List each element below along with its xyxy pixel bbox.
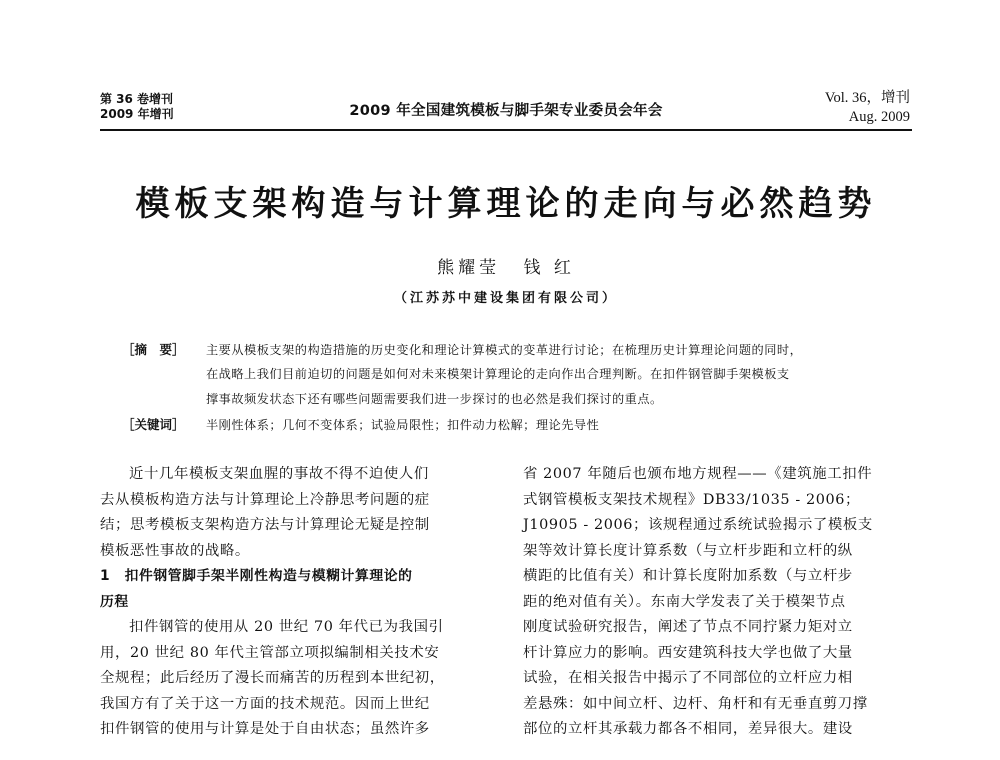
body-line: 模板恶性事故的战略。 <box>100 542 250 559</box>
body-column-left <box>100 462 490 743</box>
body-line: 省 2007 年随后也颁布地方规程——《建筑施工扣件 <box>523 466 873 482</box>
body-line: 结；思考模板支架构造方法与计算理论无疑是控制 <box>100 517 430 533</box>
body-line: 杆计算应力的影响。西安建筑科技大学也做了大量 <box>523 644 853 661</box>
author-1: 熊耀莹 <box>437 258 501 278</box>
body-line: 刚度试验研究报告，阐述了节点不同拧紧力矩对立 <box>523 619 853 635</box>
body-line: 扣件钢管的使用从 20 世纪 70 年代已为我国引 <box>129 619 444 635</box>
body-line: 架等效计算长度计算系数（与立杆步距和立杆的纵 <box>523 542 853 559</box>
body-line: J10905 - 2006；该规程通过系统试验揭示了模板支 <box>523 517 873 533</box>
body-line: 去从模板构造方法与计算理论上冷静思考问题的症 <box>100 491 430 508</box>
body-line: 近十几年模板支架血腥的事故不得不迫使人们 <box>129 466 429 482</box>
body-line: 我国方有了关于这一方面的技术规范。因而上世纪 <box>100 695 430 712</box>
journal-volume-info <box>100 92 174 122</box>
body-line: 横距的比值有关）和计算长度附加系数（与立杆步 <box>523 568 853 584</box>
abstract-line: 在战略上我们目前迫切的问题是如何对未来模架计算理论的走向作出合理判断。在扣件钢管脚手架模板支 <box>206 367 790 381</box>
section-heading: 1 扣件钢管脚手架半刚性构造与模糊计算理论的 <box>100 568 413 584</box>
section-heading: 历程 <box>100 593 129 610</box>
keywords-text: 半刚性体系；几何不变体系；试验局限性；扣件动力松解；理论先导性 <box>206 418 600 432</box>
abstract-line: 撑事故频发状态下还有哪些问题需要我们进一步探讨的也必然是我们探讨的重点。 <box>206 392 663 406</box>
date-line-en: Aug. 2009 <box>848 109 910 125</box>
body-line: 扣件钢管的使用与计算是处于自由状态；虽然许多 <box>100 721 430 737</box>
body-line: 式钢管模板支架技术规程》DB33/1035 - 2006； <box>523 491 861 508</box>
body-line: 全规程；此后经历了漫长而痛苦的历程到本世纪初， <box>100 670 445 686</box>
body-line: 差悬殊：如中间立杆、边杆、角杆和有无垂直剪刀撑 <box>523 695 868 712</box>
keywords-label: ［关键词］ <box>122 417 185 432</box>
conference-name: 2009 年全国建筑模板与脚手架专业委员会年会 <box>349 103 663 119</box>
volume-line-en: Vol. 36，增刊 <box>824 90 910 106</box>
body-line: 部位的立杆其承载力都各不相同，差异很大。建设 <box>523 721 853 737</box>
journal-volume-info-en <box>825 89 910 127</box>
header-rule <box>100 129 912 131</box>
authors <box>100 253 912 278</box>
body-line: 距的绝对值有关）。东南大学发表了关于模架节点 <box>523 593 846 610</box>
author-2: 钱 红 <box>523 258 575 278</box>
body-column-right <box>523 462 913 743</box>
abstract-line: 主要从模板支架的构造措施的历史变化和理论计算模式的变革进行讨论；在梳理历史计算理论问题的同时， <box>206 343 803 357</box>
volume-line: 第 36 卷增刊 <box>100 92 174 106</box>
affiliation: （江苏苏中建设集团有限公司） <box>393 291 618 306</box>
body-line: 试验，在相关报告中揭示了不同部位的立杆应力相 <box>523 670 853 686</box>
body-line: 用，20 世纪 80 年代主管部立项拟编制相关技术安 <box>100 644 440 661</box>
year-line: 2009 年增刊 <box>100 107 174 121</box>
paper-title: 模板支架构造与计算理论的走向与必然趋势 <box>135 184 877 224</box>
abstract-label: ［摘 要］ <box>122 342 185 357</box>
